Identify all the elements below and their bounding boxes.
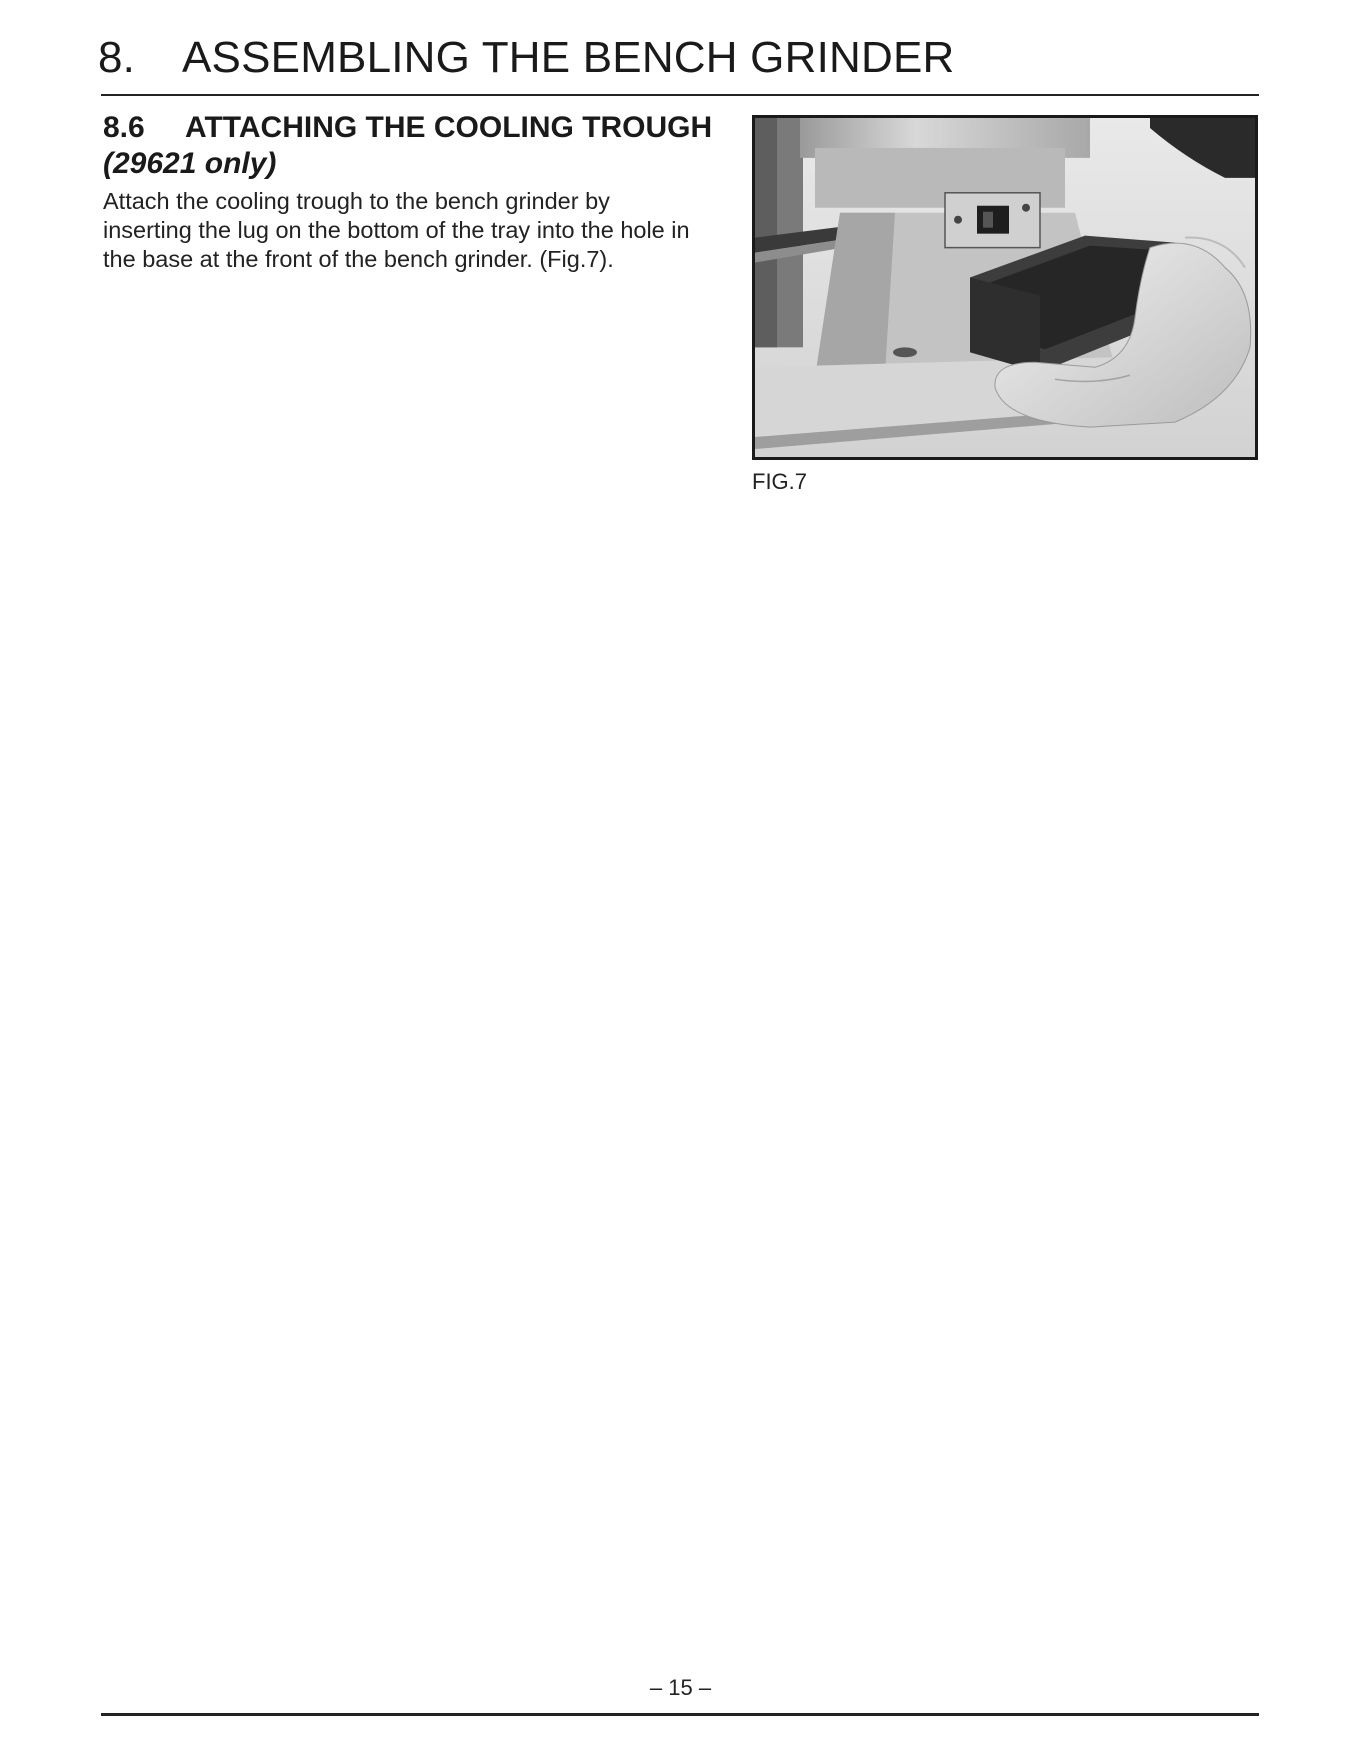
section-title: ATTACHING THE COOLING TROUGH — [185, 111, 713, 144]
section-body-text: Attach the cooling trough to the bench grinder by inserting the lug on the bottom of the tray into the hole in the base at the front of the bench grinder. (Fig.7). — [103, 188, 690, 272]
figure-caption: FIG.7 — [752, 469, 808, 494]
figure-photo — [752, 115, 1258, 460]
section-heading — [103, 110, 723, 182]
section-model-note: (29621 only) — [103, 147, 277, 180]
page-number: – 15 – — [649, 1675, 712, 1700]
footer-rule — [101, 1713, 1259, 1716]
section-number: 8.6 — [103, 111, 145, 144]
bench-grinder-photo — [755, 118, 1255, 457]
chapter-number: 8. — [98, 33, 136, 82]
chapter-title — [98, 33, 955, 82]
chapter-title-text: ASSEMBLING THE BENCH GRINDER — [182, 33, 955, 82]
header-rule — [101, 94, 1259, 96]
